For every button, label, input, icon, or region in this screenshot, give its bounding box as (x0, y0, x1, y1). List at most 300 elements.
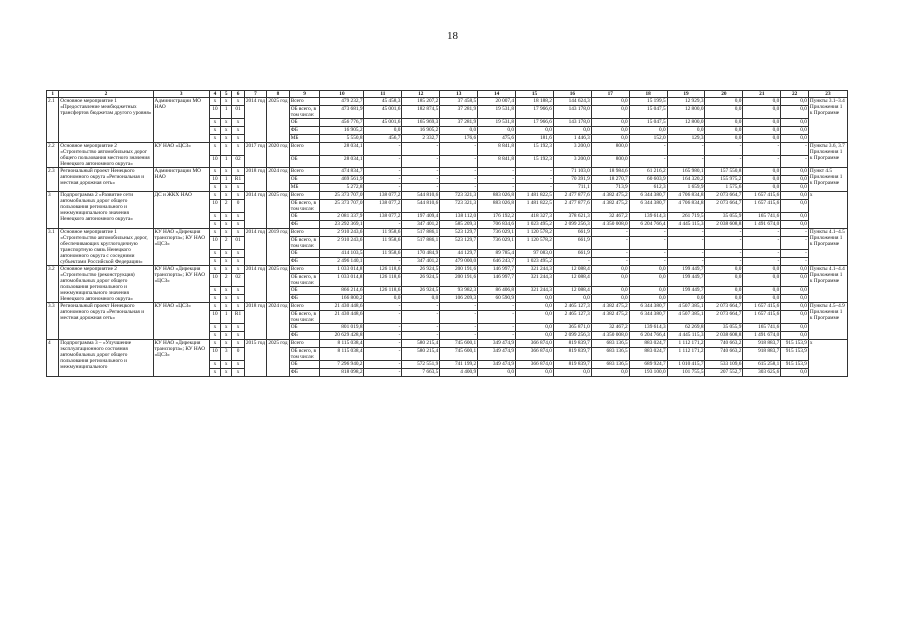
amount-cell: 15 047,5 (629, 106, 667, 119)
code-cell: x (209, 250, 220, 258)
amount-cell: 1 491 674,0 (743, 221, 781, 229)
amount-cell: 2 477 877,6 (553, 200, 591, 213)
amount-cell: 6 344 380,7 (629, 303, 667, 311)
amount-cell: 479 232,7 (320, 98, 364, 106)
amount-cell: 0,0 (743, 295, 781, 303)
amount-cell: 12 929,3 (667, 98, 705, 106)
amount-cell: 0,0 (781, 168, 809, 176)
code-cell: x (221, 361, 232, 369)
amount-cell: 0,0 (781, 192, 809, 200)
column-header: 7 (244, 91, 267, 98)
amount-cell: 349 474,9 (478, 361, 516, 369)
amount-cell: 883 024,7 (629, 340, 667, 348)
amount-cell: 139 614,3 (629, 213, 667, 221)
code-cell: x (221, 119, 232, 127)
code-cell: x (221, 258, 232, 266)
amount-cell: 740 663,2 (705, 340, 743, 348)
amount-cell: 176 192,2 (478, 213, 516, 221)
amount-cell: - (478, 324, 516, 332)
item-number: 3.2 (47, 266, 59, 303)
amount-cell: 4 382 475,2 (591, 200, 629, 213)
amount-cell: 366 874,0 (516, 340, 554, 348)
amount-cell: 321 244,3 (516, 274, 554, 287)
funding-source: Всего (289, 143, 320, 156)
amount-cell: - (478, 303, 516, 311)
amount-cell: 0,0 (591, 135, 629, 143)
column-header: 9 (289, 91, 320, 98)
code-cell: 10 (209, 200, 220, 213)
amount-cell: 37 458,5 (440, 98, 478, 106)
amount-cell: 200 191,6 (440, 274, 478, 287)
amount-cell: 0,0 (705, 127, 743, 135)
amount-cell: 15 192,3 (516, 155, 554, 168)
funding-source: ФБ (289, 332, 320, 340)
amount-cell: 544 810,6 (402, 192, 440, 200)
table-row (47, 168, 848, 176)
code-cell: x (221, 221, 232, 229)
executor: КУ НАО «Дирекция транспорта»; КУ НАО «ЦСЗ» (153, 229, 209, 266)
amount-cell: 197 409,4 (402, 213, 440, 221)
code-cell: 0 (232, 200, 244, 213)
code-cell: x (232, 127, 244, 135)
note-cell: Пункты 4.5–4.9 Приложения 1 к Программе (808, 303, 847, 340)
amount-cell: 143 178,0 (553, 119, 591, 127)
funding-source: Всего (289, 340, 320, 348)
column-header: 21 (743, 91, 781, 98)
item-name: Основное мероприятие 1 «Строительство автомобильных дорог, обеспечивающих круглогодичную транспортную связь Ненецкого автономного округа с соседними субъектами Российской Федерации» (59, 229, 153, 266)
amount-cell: 200 191,6 (440, 266, 478, 274)
amount-cell: 366 874,0 (516, 348, 554, 361)
amount-cell: 199 449,7 (667, 287, 705, 295)
column-header: 1 (47, 91, 59, 98)
amount-cell: 37 281,9 (440, 119, 478, 127)
code-cell: x (221, 324, 232, 332)
start-year: 2015 год (244, 340, 267, 377)
amount-cell: 615 258,1 (743, 361, 781, 369)
funding-source: ОБ (289, 176, 320, 184)
code-cell: x (232, 192, 244, 200)
column-header: 14 (478, 91, 516, 98)
code-cell: 02 (232, 155, 244, 168)
amount-cell: 723 321,3 (440, 192, 478, 200)
amount-cell: 0,0 (743, 135, 781, 143)
amount-cell: 32 467,2 (591, 213, 629, 221)
end-year: 2025 год (267, 266, 290, 303)
code-cell: x (232, 213, 244, 221)
amount-cell: 585 209,3 (440, 221, 478, 229)
amount-cell: 5 550,8 (320, 135, 364, 143)
amount-cell: 378 621,3 (553, 213, 591, 221)
amount-cell: - (440, 143, 478, 156)
amount-cell: 745 600,1 (440, 340, 478, 348)
amount-cell: - (743, 143, 781, 156)
amount-cell: 0,0 (516, 127, 554, 135)
amount-cell: 45 001,6 (364, 119, 402, 127)
amount-cell: 2 073 664,7 (705, 303, 743, 311)
amount-cell: - (478, 168, 516, 176)
funding-source: ОБ (289, 287, 320, 295)
executor: Администрации МО НАО (153, 168, 209, 192)
amount-cell: 165 741,6 (743, 324, 781, 332)
code-cell: x (232, 303, 244, 311)
amount-cell: 0,0 (781, 98, 809, 106)
amount-cell: 0,0 (743, 287, 781, 295)
funding-source: ОБ (289, 119, 320, 127)
amount-cell: 6 344 380,7 (629, 192, 667, 200)
amount-cell: - (440, 332, 478, 340)
code-cell: x (232, 324, 244, 332)
amount-cell: 157 550,8 (705, 168, 743, 176)
amount-cell: 0,0 (591, 274, 629, 287)
column-header: 2 (59, 91, 153, 98)
end-year: 2025 год (267, 192, 290, 229)
amount-cell: - (364, 311, 402, 324)
amount-cell: - (591, 250, 629, 258)
amount-cell: 533 109,6 (705, 361, 743, 369)
amount-cell: 915 153,9 (781, 361, 809, 369)
amount-cell: 0,0 (781, 287, 809, 295)
code-cell: 1 (221, 311, 232, 324)
code-cell: x (221, 295, 232, 303)
amount-cell: 165 741,6 (743, 213, 781, 221)
amount-cell: 915 153,9 (781, 348, 809, 361)
amount-cell: 44 129,7 (440, 250, 478, 258)
amount-cell: 580 215,4 (402, 348, 440, 361)
code-cell: R1 (232, 311, 244, 324)
amount-cell: 8 841,8 (478, 155, 516, 168)
amount-cell: 139 614,3 (629, 324, 667, 332)
amount-cell: 28 034,1 (320, 155, 364, 168)
funding-source: ФБ (289, 127, 320, 135)
amount-cell: - (629, 237, 667, 250)
table-row (47, 192, 848, 200)
amount-cell: 800,0 (591, 155, 629, 168)
funding-source: ФБ (289, 295, 320, 303)
amount-cell: 12 800,0 (667, 106, 705, 119)
column-header: 11 (364, 91, 402, 98)
amount-cell: 0,0 (591, 287, 629, 295)
amount-cell: 0,0 (743, 266, 781, 274)
item-name: Подпрограмма 2 «Развитие сети автомобильных дорог общего пользования регионального и межмуниципального значения Ненецкого автономного округа» (59, 192, 153, 229)
amount-cell: 0,0 (781, 324, 809, 332)
code-cell: x (209, 119, 220, 127)
amount-cell: - (629, 143, 667, 156)
amount-cell: 193 100,0 (629, 369, 667, 377)
amount-cell: 25 373 707,0 (320, 192, 364, 200)
table-row (47, 98, 848, 106)
amount-cell: 414 103,5 (320, 250, 364, 258)
code-cell: x (221, 143, 232, 156)
amount-cell: - (781, 258, 809, 266)
amount-cell: 303 625,6 (743, 369, 781, 377)
amount-cell: 126 118,6 (364, 287, 402, 295)
code-cell: x (221, 192, 232, 200)
amount-cell: 37 281,9 (440, 106, 478, 119)
amount-cell: - (705, 229, 743, 237)
amount-cell: 0,0 (781, 221, 809, 229)
code-cell: x (221, 287, 232, 295)
amount-cell: 0,0 (591, 369, 629, 377)
code-cell: 1 (221, 176, 232, 184)
amount-cell: 0,0 (781, 119, 809, 127)
amount-cell: - (402, 324, 440, 332)
amount-cell: 0,0 (781, 266, 809, 274)
item-number: 3.1 (47, 229, 59, 266)
amount-cell: 166 800,2 (320, 295, 364, 303)
amount-cell: 199 449,7 (667, 274, 705, 287)
amount-cell: 0,0 (781, 295, 809, 303)
amount-cell: 12 088,4 (553, 287, 591, 295)
table-row (47, 266, 848, 274)
amount-cell: 0,0 (743, 274, 781, 287)
code-cell: 10 (209, 237, 220, 250)
amount-cell: 4 350 008,0 (591, 221, 629, 229)
amount-cell: 8 115 038,4 (320, 340, 364, 348)
amount-cell: 138 077,2 (364, 192, 402, 200)
amount-cell: 572 551,9 (402, 361, 440, 369)
amount-cell: 146 997,7 (478, 274, 516, 287)
amount-cell: 18 270,7 (591, 176, 629, 184)
amount-cell: 26 924,5 (402, 274, 440, 287)
executor: КУ НАО «Дирекция транспорта»; КУ НАО «ЦСЗ» (153, 266, 209, 303)
amount-cell: - (629, 229, 667, 237)
code-cell: x (232, 266, 244, 274)
amount-cell: 16 905,2 (320, 127, 364, 135)
program-table (46, 90, 848, 377)
code-cell: x (209, 229, 220, 237)
amount-cell: 474 834,7 (320, 168, 364, 176)
code-cell: x (209, 295, 220, 303)
funding-source: ОБ всего, в том числе: (289, 348, 320, 361)
amount-cell: 101 755,5 (667, 369, 705, 377)
item-number: 2.3 (47, 168, 59, 192)
amount-cell: 8 115 038,4 (320, 348, 364, 361)
amount-cell: 418 327,3 (516, 213, 554, 221)
end-year: 2025 год (267, 98, 290, 143)
code-cell: x (221, 250, 232, 258)
amount-cell: 0,0 (553, 127, 591, 135)
amount-cell: 4 706 834,8 (667, 192, 705, 200)
amount-cell: 0,0 (591, 98, 629, 106)
amount-cell: 723 321,3 (440, 200, 478, 213)
amount-cell: 1 023 495,2 (516, 258, 554, 266)
amount-cell: - (364, 361, 402, 369)
code-cell: x (209, 135, 220, 143)
funding-source: ОБ (289, 250, 320, 258)
amount-cell: - (402, 176, 440, 184)
column-header: 22 (781, 91, 809, 98)
amount-cell: - (402, 168, 440, 176)
code-cell: x (209, 361, 220, 369)
code-cell: x (232, 258, 244, 266)
amount-cell: 8 841,8 (478, 143, 516, 156)
amount-cell: - (364, 143, 402, 156)
amount-cell: - (364, 155, 402, 168)
code-cell: x (209, 369, 220, 377)
column-header: 16 (553, 91, 591, 98)
amount-cell: 11 958,6 (364, 229, 402, 237)
amount-cell: 4 382 475,2 (591, 311, 629, 324)
amount-cell: 20 007,4 (478, 98, 516, 106)
amount-cell: 0,0 (364, 127, 402, 135)
amount-cell: - (781, 143, 809, 156)
amount-cell: 1 657 415,6 (743, 311, 781, 324)
amount-cell: 0,0 (781, 332, 809, 340)
item-name: Основное мероприятие 2 «Строительство (реконструкция) автомобильных дорог общего пользования регионального и межмуниципального значения Ненецкого автономного округа» (59, 266, 153, 303)
amount-cell: 0,0 (667, 295, 705, 303)
funding-source: Всего (289, 303, 320, 311)
amount-cell: - (478, 176, 516, 184)
amount-cell: 0,0 (743, 98, 781, 106)
amount-cell: 523 129,7 (440, 229, 478, 237)
funding-source: ОБ (289, 324, 320, 332)
amount-cell: - (440, 184, 478, 192)
amount-cell: 17 966,6 (516, 119, 554, 127)
amount-cell: 0,0 (781, 303, 809, 311)
amount-cell: 106 209,3 (440, 295, 478, 303)
table-row (47, 340, 848, 348)
code-cell: x (232, 119, 244, 127)
amount-cell: 7 663,5 (402, 369, 440, 377)
amount-cell: 0,0 (629, 295, 667, 303)
amount-cell: 0,0 (478, 127, 516, 135)
code-cell: x (221, 369, 232, 377)
amount-cell: 866 214,6 (320, 287, 364, 295)
amount-cell: 0,0 (781, 176, 809, 184)
amount-cell: - (364, 258, 402, 266)
amount-cell: 818 098,2 (320, 369, 364, 377)
funding-source: ОБ всего, в том числе: (289, 200, 320, 213)
code-cell: x (221, 98, 232, 106)
column-header: 18 (629, 91, 667, 98)
amount-cell: 0,0 (591, 295, 629, 303)
funding-source: ОБ всего, в том числе: (289, 274, 320, 287)
item-number: 3.3 (47, 303, 59, 340)
amount-cell: 19 531,8 (478, 106, 516, 119)
amount-cell: 612,3 (629, 184, 667, 192)
amount-cell: 93 982,3 (440, 287, 478, 295)
amount-cell: 517 886,1 (402, 229, 440, 237)
code-cell: x (221, 168, 232, 176)
amount-cell: 0,0 (781, 127, 809, 135)
funding-source: ОБ всего, в том числе: (289, 106, 320, 119)
amount-cell: 347 401,2 (402, 221, 440, 229)
code-cell: x (232, 295, 244, 303)
item-name: Подпрограмма 3 – «Улучшение эксплуатационного состояния автомобильных дорог общего пользования регионального и межмуниципального (59, 340, 153, 377)
item-number: 2.2 (47, 143, 59, 168)
amount-cell: 347 401,2 (402, 258, 440, 266)
amount-cell: 2 073 664,7 (705, 311, 743, 324)
amount-cell: 0,0 (591, 119, 629, 127)
code-cell: 1 (221, 155, 232, 168)
amount-cell: 0,0 (667, 127, 705, 135)
amount-cell: 736 029,1 (478, 229, 516, 237)
amount-cell: - (629, 258, 667, 266)
end-year: 2025 год (267, 340, 290, 377)
end-year: 2019 год (267, 229, 290, 266)
amount-cell: 2 496 140,1 (320, 258, 364, 266)
start-year: 2014 год (244, 98, 267, 143)
code-cell: x (221, 340, 232, 348)
amount-cell: 689 924,7 (629, 361, 667, 369)
column-header: 15 (516, 91, 554, 98)
amount-cell: - (402, 155, 440, 168)
amount-cell: - (516, 184, 554, 192)
amount-cell: 1 112 171,2 (667, 340, 705, 348)
amount-cell: - (440, 311, 478, 324)
amount-cell: - (705, 250, 743, 258)
end-year: 2020 год (267, 143, 290, 168)
note-cell: Пункты 4.1–4.5 Приложения 1 к Программе (808, 229, 847, 266)
amount-cell: 0,0 (516, 311, 554, 324)
item-number: 4 (47, 340, 59, 377)
amount-cell: 0,0 (781, 106, 809, 119)
amount-cell: 207 552,7 (705, 369, 743, 377)
amount-cell: 26 924,5 (402, 287, 440, 295)
table-row (47, 143, 848, 156)
amount-cell: 580 215,4 (402, 340, 440, 348)
code-cell: x (209, 184, 220, 192)
code-cell: 02 (232, 274, 244, 287)
code-cell: 10 (209, 311, 220, 324)
amount-cell: 523 129,7 (440, 237, 478, 250)
funding-source: МБ (289, 135, 320, 143)
column-header: 13 (440, 91, 478, 98)
amount-cell: 0,0 (629, 266, 667, 274)
code-cell: x (232, 168, 244, 176)
amount-cell: 0,0 (743, 106, 781, 119)
amount-cell: - (364, 324, 402, 332)
code-cell: x (209, 143, 220, 156)
column-header: 8 (267, 91, 290, 98)
amount-cell: 12 088,4 (553, 274, 591, 287)
amount-cell: 71 103,0 (553, 168, 591, 176)
amount-cell: - (402, 303, 440, 311)
amount-cell: 20 629 428,8 (320, 332, 364, 340)
amount-cell: 366 874,0 (516, 361, 554, 369)
amount-cell: 89 785,4 (478, 250, 516, 258)
code-cell: x (209, 332, 220, 340)
amount-cell: - (591, 237, 629, 250)
amount-cell: - (516, 176, 554, 184)
code-cell: x (221, 266, 232, 274)
amount-cell: 0,0 (440, 127, 478, 135)
amount-cell: 0,0 (781, 213, 809, 221)
executor: КУ НАО «ЦСЗ» (153, 143, 209, 168)
amount-cell: 21 430 448,6 (320, 303, 364, 311)
item-name: Основное мероприятие 2 «Строительство автомобильных дорог общего пользования местного значения Ненецкого автономного округа» (59, 143, 153, 168)
amount-cell: 62 269,8 (667, 324, 705, 332)
table-row (47, 303, 848, 311)
amount-cell: 3 200,0 (553, 155, 591, 168)
amount-cell: 517 886,1 (402, 237, 440, 250)
amount-cell: 0,0 (743, 184, 781, 192)
code-cell: x (232, 332, 244, 340)
item-name: Основное мероприятие 1 «Предоставление межбюджетных трансфертов бюджетам другого уровня» (59, 98, 153, 143)
amount-cell: 2 099 256,3 (553, 221, 591, 229)
amount-cell: 819 839,7 (553, 348, 591, 361)
code-cell: R1 (232, 176, 244, 184)
code-cell: x (209, 340, 220, 348)
funding-source: ОБ (289, 155, 320, 168)
amount-cell: 918 883,7 (743, 348, 781, 361)
amount-cell: - (553, 258, 591, 266)
amount-cell: - (591, 258, 629, 266)
amount-cell: - (478, 184, 516, 192)
code-cell: x (209, 168, 220, 176)
amount-cell: 2 099 256,3 (553, 332, 591, 340)
amount-cell: 185 207,2 (402, 98, 440, 106)
